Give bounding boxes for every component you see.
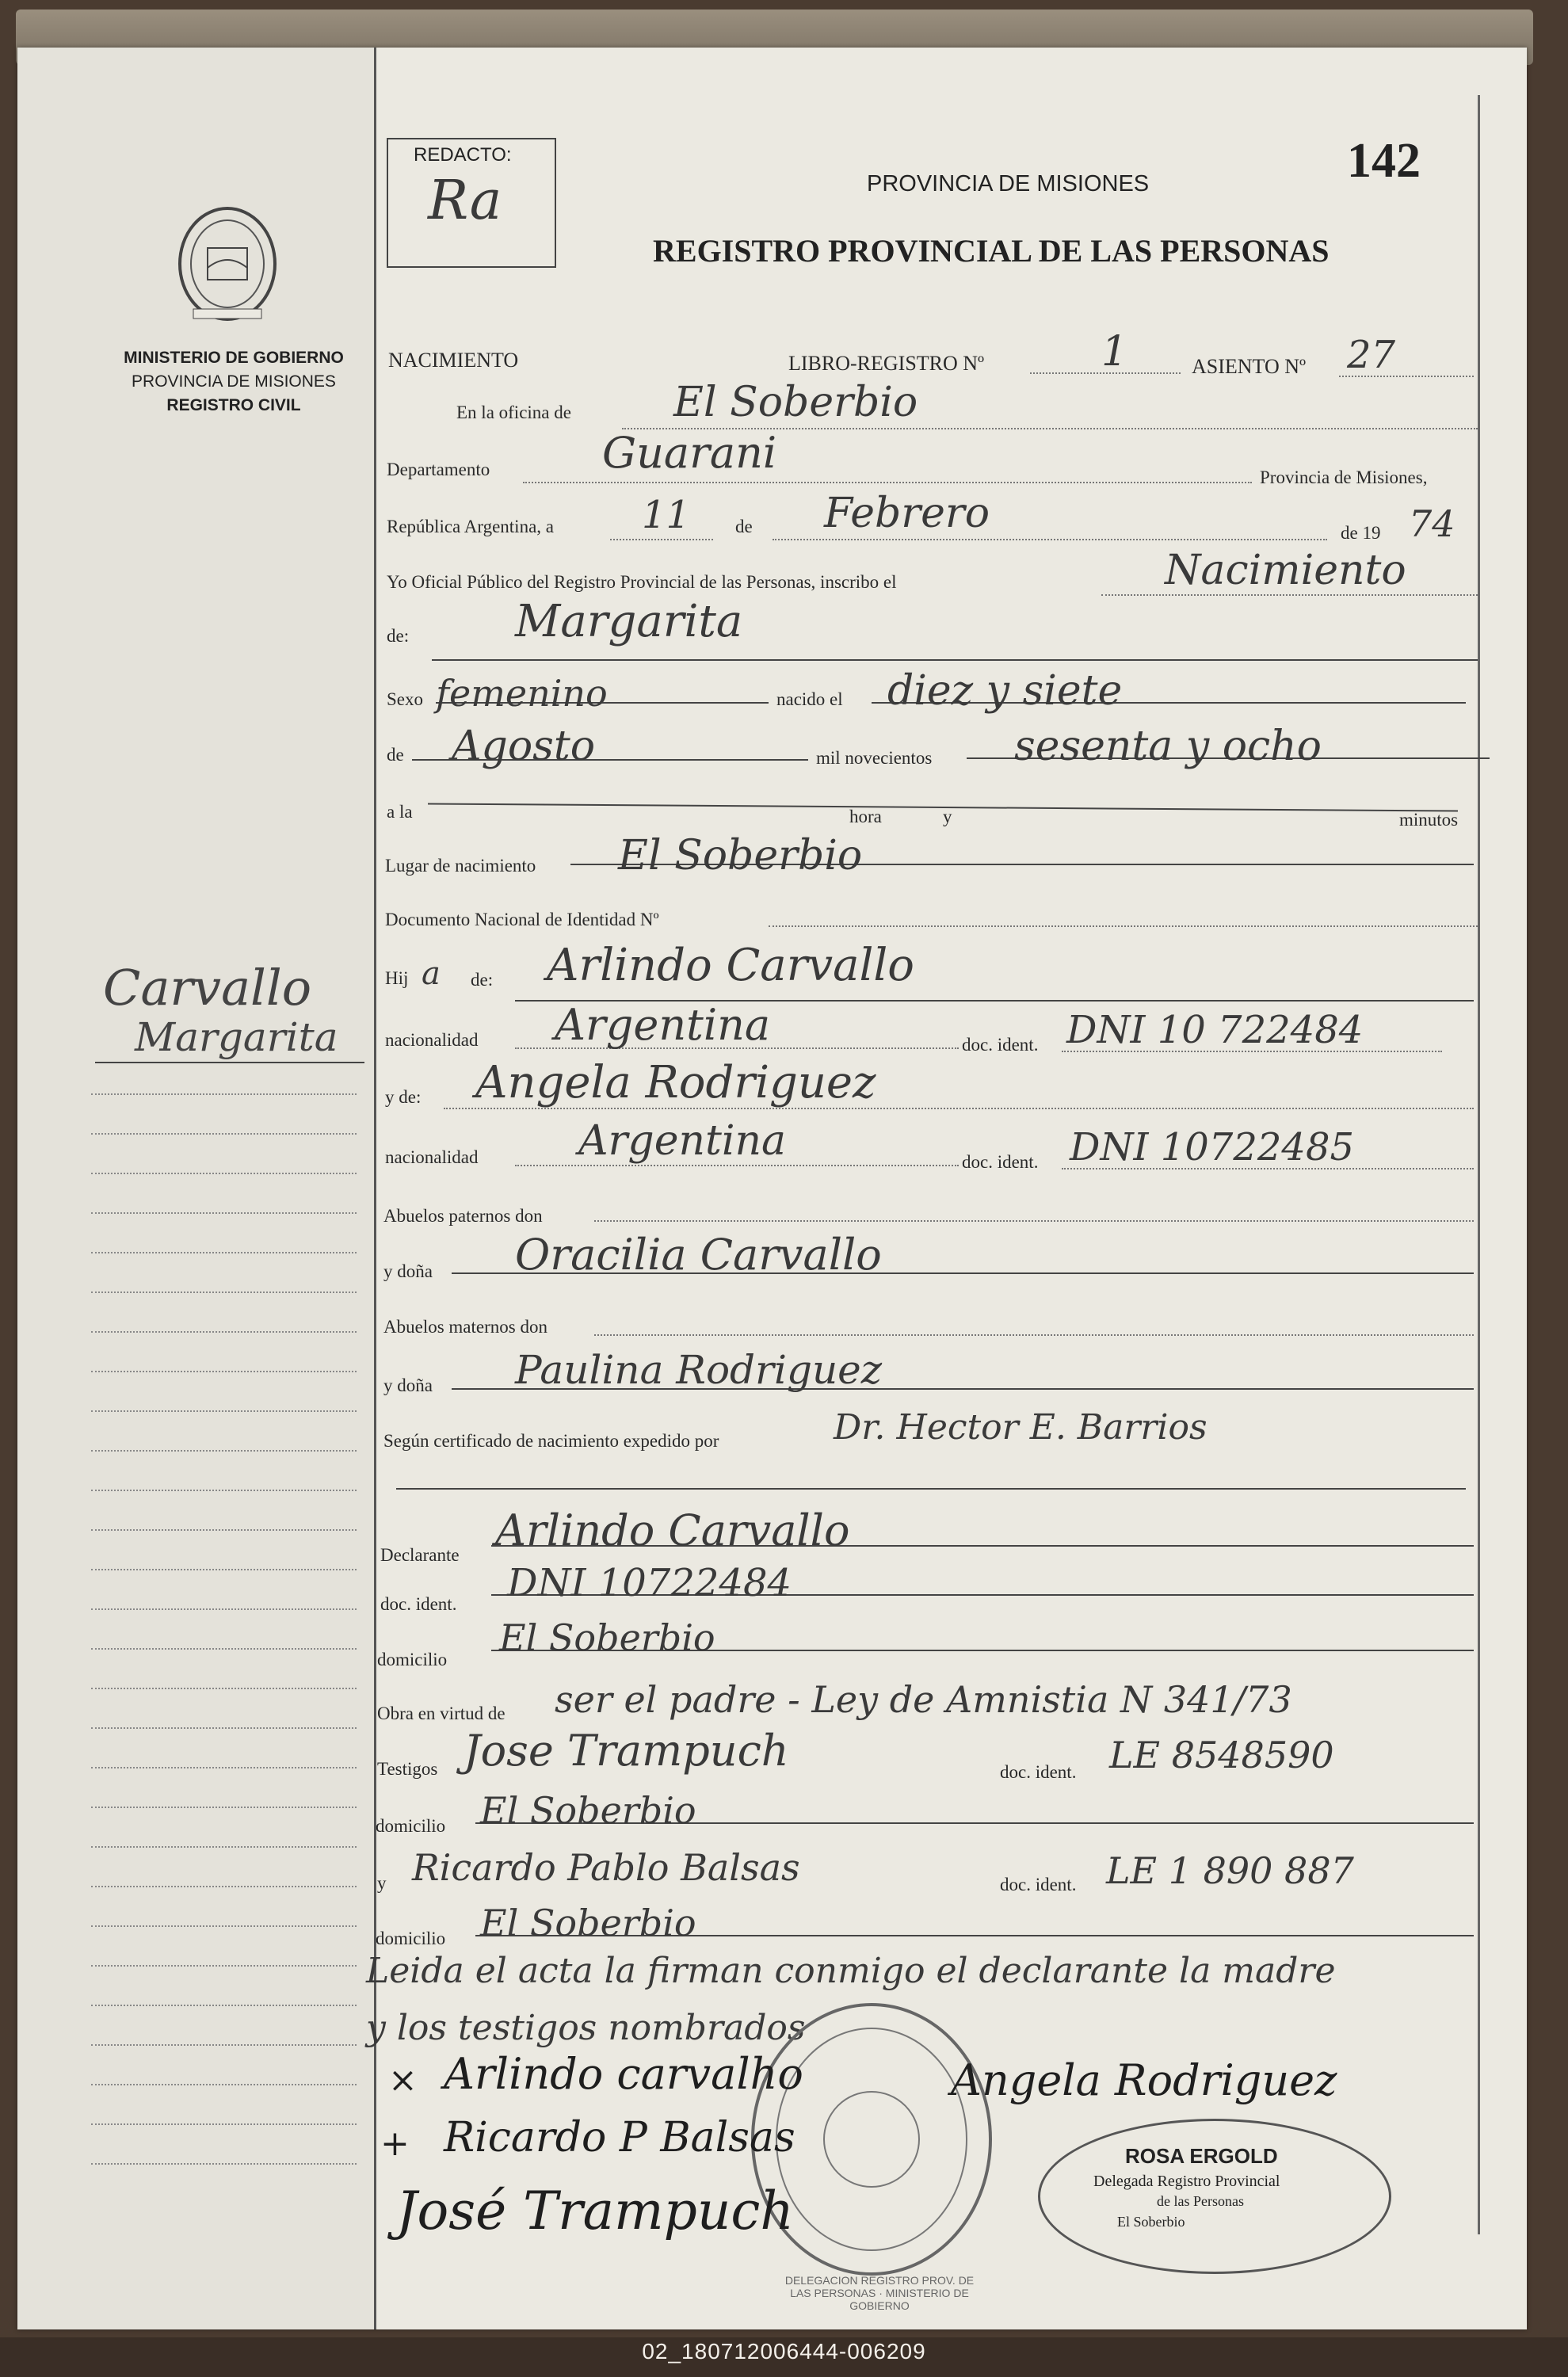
lugar-value: El Soberbio (618, 832, 863, 879)
decl-doc-value: DNI 10722484 (507, 1561, 792, 1605)
official-name: ROSA ERGOLD (1125, 2144, 1278, 2168)
testigo1-domicilio-label: domicilio (376, 1816, 446, 1836)
inscribo-value: Nacimiento (1165, 547, 1406, 594)
abuelos-paternos-label: Abuelos paternos don (383, 1206, 543, 1226)
y-testigo2-label: y (377, 1873, 387, 1893)
de-nombre-label: de: (387, 626, 410, 646)
obra-label: Obra en virtud de (377, 1704, 505, 1723)
image-id-caption: 02_180712006444-006209 (642, 2339, 926, 2364)
obra-value: ser el padre - Ley de Amnistia N 341/73 (555, 1678, 1292, 1721)
abuelos-maternos-label: Abuelos maternos don (383, 1317, 547, 1337)
y-label: y (943, 807, 952, 826)
y-de-label: y de: (385, 1087, 422, 1107)
asiento-label: ASIENTO Nº (1192, 355, 1307, 378)
nombre-value: Margarita (515, 596, 743, 647)
libro-label: LIBRO-REGISTRO Nº (788, 352, 985, 375)
de-anio-label: de 19 (1341, 523, 1381, 543)
signature-arlindo: Arlindo carvalho (444, 2049, 803, 2099)
nacionalidad-padre-label: nacionalidad (385, 1030, 479, 1050)
sexo-label: Sexo (387, 689, 423, 709)
nac-madre-value: Argentina (578, 1117, 786, 1165)
leido-line2: y los testigos nombrados (366, 2008, 806, 2048)
testigo2-domicilio-label: domicilio (376, 1929, 446, 1948)
dia-value: 11 (642, 493, 691, 537)
doc-madre-label: doc. ident. (962, 1152, 1039, 1172)
de-label: de (735, 517, 753, 536)
certificado-value: Dr. Hector E. Barrios (834, 1407, 1207, 1448)
hija-de-label: de: (471, 970, 494, 990)
libro-value: 1 (1101, 328, 1128, 376)
signature-angela: Angela Rodriguez (951, 2055, 1337, 2105)
abuela-mat-value: Paulina Rodriguez (515, 1347, 883, 1393)
anio-nac-value: sesenta y ocho (1014, 723, 1322, 770)
declarante-value: Arlindo Carvallo (495, 1505, 850, 1555)
nacido-label: nacido el (776, 689, 843, 709)
province-title: PROVINCIA DE MISIONES (867, 171, 1150, 196)
sexo-value: femenino (436, 672, 608, 715)
republica-label: República Argentina, a (387, 517, 554, 536)
testigo2-doc-label: doc. ident. (1000, 1875, 1077, 1894)
leido-line1: Leida el acta la firman conmigo el declarante la madre (366, 1951, 1336, 1991)
departamento-label: Departamento (387, 460, 490, 479)
abuela-pat-value: Oracilia Carvallo (515, 1230, 882, 1280)
redacto-label: REDACTO: (414, 144, 512, 166)
y-dona-mat-label: y doña (383, 1375, 433, 1395)
y-dona-pat-label: y doña (383, 1261, 433, 1281)
testigo1-domicilio-value: El Soberbio (480, 1789, 696, 1832)
official-sub: de las Personas (1157, 2193, 1244, 2209)
oficina-label: En la oficina de (456, 403, 571, 422)
de-mes-label: de (387, 745, 404, 765)
right-border-line (1478, 95, 1480, 2234)
departamento-value: Guarani (602, 428, 777, 478)
mes-value: Febrero (824, 490, 990, 537)
testigo2-domicilio-value: El Soberbio (480, 1902, 696, 1944)
ministry-line1: MINISTERIO DE GOBIERNO (124, 349, 344, 367)
a-la-label: a la (387, 802, 413, 822)
padre-value: Arlindo Carvallo (547, 940, 915, 991)
signature-marks-2: + (380, 2123, 410, 2164)
registry-title: REGISTRO PROVINCIAL DE LAS PERSONAS (653, 233, 1330, 269)
ministry-block (95, 349, 372, 415)
mil-novecientos-label: mil novecientos (816, 748, 933, 768)
stamp-text: DELEGACION REGISTRO PROV. DE LAS PERSONAS · MINISTERIO DE GOBIERNO (784, 2274, 975, 2312)
signature-jose: José Trampuch (396, 2181, 794, 2242)
testigo1-doc-value: LE 8548590 (1109, 1734, 1334, 1776)
margin-note-name: Margarita (135, 1014, 338, 1060)
nacimiento-label: NACIMIENTO (388, 349, 519, 372)
testigos-label: Testigos (377, 1759, 438, 1779)
testigo2-value: Ricardo Pablo Balsas (412, 1846, 800, 1889)
ministry-line3: REGISTRO CIVIL (166, 396, 301, 414)
doc-padre-label: doc. ident. (962, 1035, 1039, 1055)
doc-padre-value: DNI 10 722484 (1066, 1008, 1364, 1052)
page-number: 142 (1347, 134, 1421, 188)
declarante-label: Declarante (380, 1545, 460, 1565)
province-seal (176, 204, 279, 323)
provincia-misiones-label: Provincia de Misiones, (1260, 467, 1428, 487)
testigo1-doc-label: doc. ident. (1000, 1762, 1077, 1782)
yo-oficial-label: Yo Oficial Público del Registro Provincial de las Personas, inscribo el (387, 572, 897, 592)
hora-label: hora (849, 807, 882, 826)
margin-note-surname: Carvallo (103, 959, 312, 1017)
nac-padre-value: Argentina (555, 1000, 771, 1050)
minutos-label: minutos (1399, 810, 1459, 830)
asiento-value: 27 (1347, 333, 1396, 377)
decl-doc-label: doc. ident. (380, 1594, 457, 1614)
ministry-line2: PROVINCIA DE MISIONES (132, 372, 336, 391)
hija-suffix: a (422, 956, 441, 992)
testigo2-doc-value: LE 1 890 887 (1106, 1849, 1354, 1892)
redacto-value: Ra (428, 170, 502, 232)
signature-ricardo: Ricardo P Balsas (444, 2114, 795, 2161)
dni-label: Documento Nacional de Identidad Nº (385, 910, 659, 929)
testigo1-value: Jose Trampuch (464, 1726, 789, 1776)
anio-value: 74 (1409, 502, 1455, 545)
decl-domicilio-label: domicilio (377, 1650, 448, 1669)
mes-nac-value: Agosto (452, 723, 596, 770)
official-role: Delegada Registro Provincial (1093, 2173, 1280, 2190)
decl-domicilio-value: El Soberbio (499, 1616, 715, 1659)
oficina-value: El Soberbio (673, 379, 918, 426)
nacido-value: diez y siete (887, 667, 1123, 715)
official-place: El Soberbio (1117, 2214, 1185, 2230)
lugar-label: Lugar de nacimiento (385, 856, 536, 876)
redacto-box (387, 138, 556, 268)
certificado-label: Según certificado de nacimiento expedido por (383, 1431, 719, 1451)
hija-label: Hij (385, 968, 409, 988)
doc-madre-value: DNI 10722485 (1070, 1125, 1355, 1169)
signature-marks: × (388, 2060, 418, 2100)
madre-value: Angela Rodriguez (475, 1057, 876, 1108)
nacionalidad-madre-label: nacionalidad (385, 1147, 479, 1167)
